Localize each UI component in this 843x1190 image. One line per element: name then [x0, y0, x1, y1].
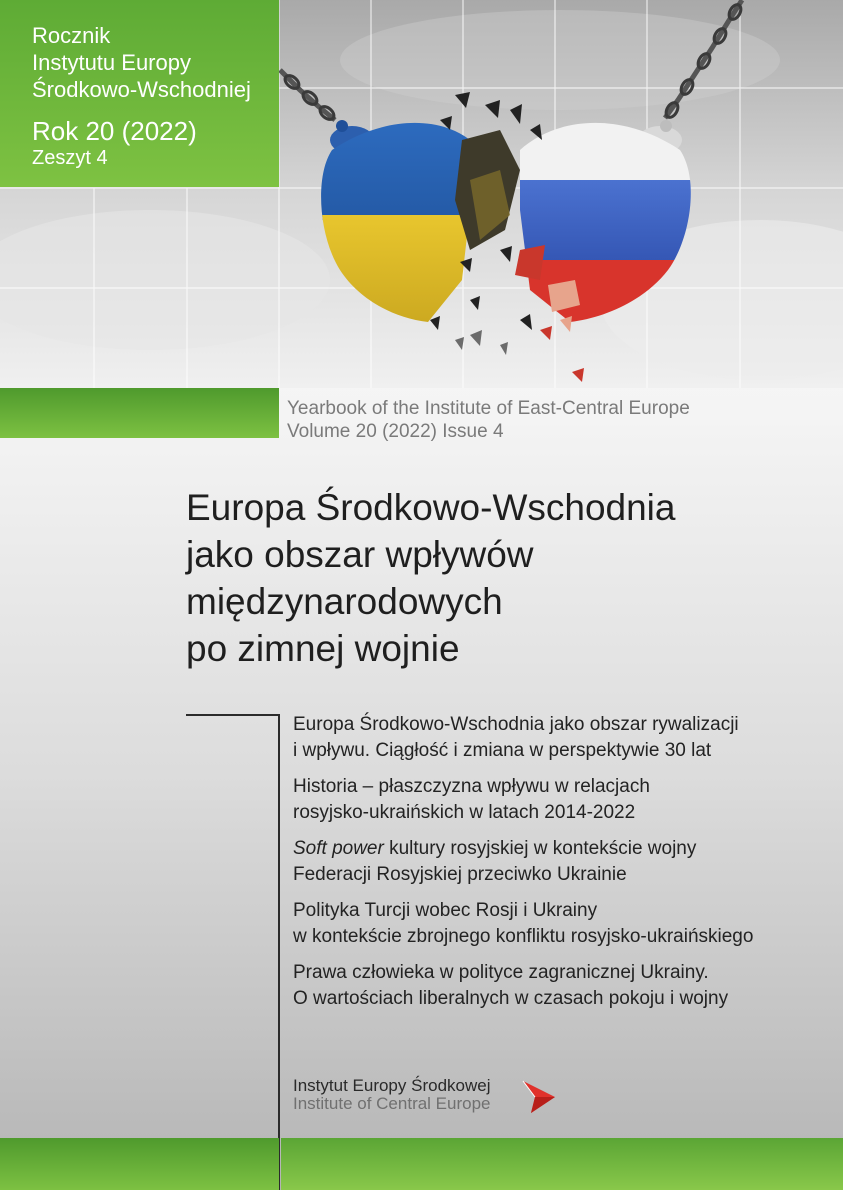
- issue-title-line-4: po zimnej wojnie: [186, 628, 460, 669]
- article-item: [293, 774, 833, 826]
- article-title-line: Prawa człowieka w polityce zagranicznej Ukrainy.: [293, 962, 709, 983]
- article-item: [293, 898, 833, 950]
- journal-header-block: [0, 0, 279, 187]
- journal-name-line-3: Środkowo-Wschodniej: [32, 77, 251, 102]
- article-title-line: w kontekście zbrojnego konfliktu rosyjsko-ukraińskiego: [293, 926, 754, 947]
- green-footer-bar-left: [0, 1138, 279, 1190]
- publisher-name-pl: Instytut Europy Środkowej: [293, 1076, 491, 1095]
- article-title-line: [293, 836, 833, 862]
- issue-number: Zeszyt 4: [32, 147, 108, 169]
- green-footer-bar-right: [281, 1138, 843, 1190]
- article-title-rest: kultury rosyjskiej w kontekście wojny: [383, 838, 697, 859]
- issue-title-line-3: międzynarodowych: [186, 581, 503, 622]
- journal-name: [32, 22, 277, 103]
- article-item: [293, 836, 833, 888]
- issue-title: [186, 484, 826, 672]
- journal-name-line-1: Rocznik: [32, 23, 111, 48]
- article-title-line: i wpływu. Ciągłość i zmiana w perspektywie 30 lat: [293, 740, 712, 761]
- year-volume: Rok 20 (2022): [32, 116, 197, 146]
- article-item: [293, 712, 833, 764]
- divider-vertical: [278, 714, 280, 1190]
- green-accent-bar: [0, 388, 279, 438]
- article-item: [293, 960, 833, 1012]
- journal-name-line-2: Instytutu Europy: [32, 50, 191, 75]
- publisher-name-en: Institute of Central Europe: [293, 1094, 491, 1113]
- english-title: [287, 397, 827, 443]
- article-title-line: Polityka Turcji wobec Rosji i Ukrainy: [293, 900, 598, 921]
- english-title-line-2: Volume 20 (2022) Issue 4: [287, 421, 504, 442]
- article-title-line: Europa Środkowo-Wschodnia jako obszar rywalizacji: [293, 714, 739, 735]
- article-title-line: Federacji Rosyjskiej przeciwko Ukrainie: [293, 864, 627, 885]
- article-title-line: O wartościach liberalnych w czasach pokoju i wojny: [293, 988, 729, 1009]
- english-title-line-1: Yearbook of the Institute of East-Central Europe: [287, 398, 690, 419]
- issue-title-line-2: jako obszar wpływów: [186, 534, 534, 575]
- divider-horizontal: [186, 714, 279, 716]
- article-title-line: rosyjsko-ukraińskich w latach 2014-2022: [293, 802, 636, 823]
- publisher-logo-icon: [521, 1079, 557, 1115]
- issue-title-line-1: Europa Środkowo-Wschodnia: [186, 487, 676, 528]
- table-of-contents: [293, 712, 833, 1022]
- article-title-line: Historia – płaszczyzna wpływu w relacjach: [293, 776, 650, 797]
- article-title-italic: Soft power: [293, 838, 384, 859]
